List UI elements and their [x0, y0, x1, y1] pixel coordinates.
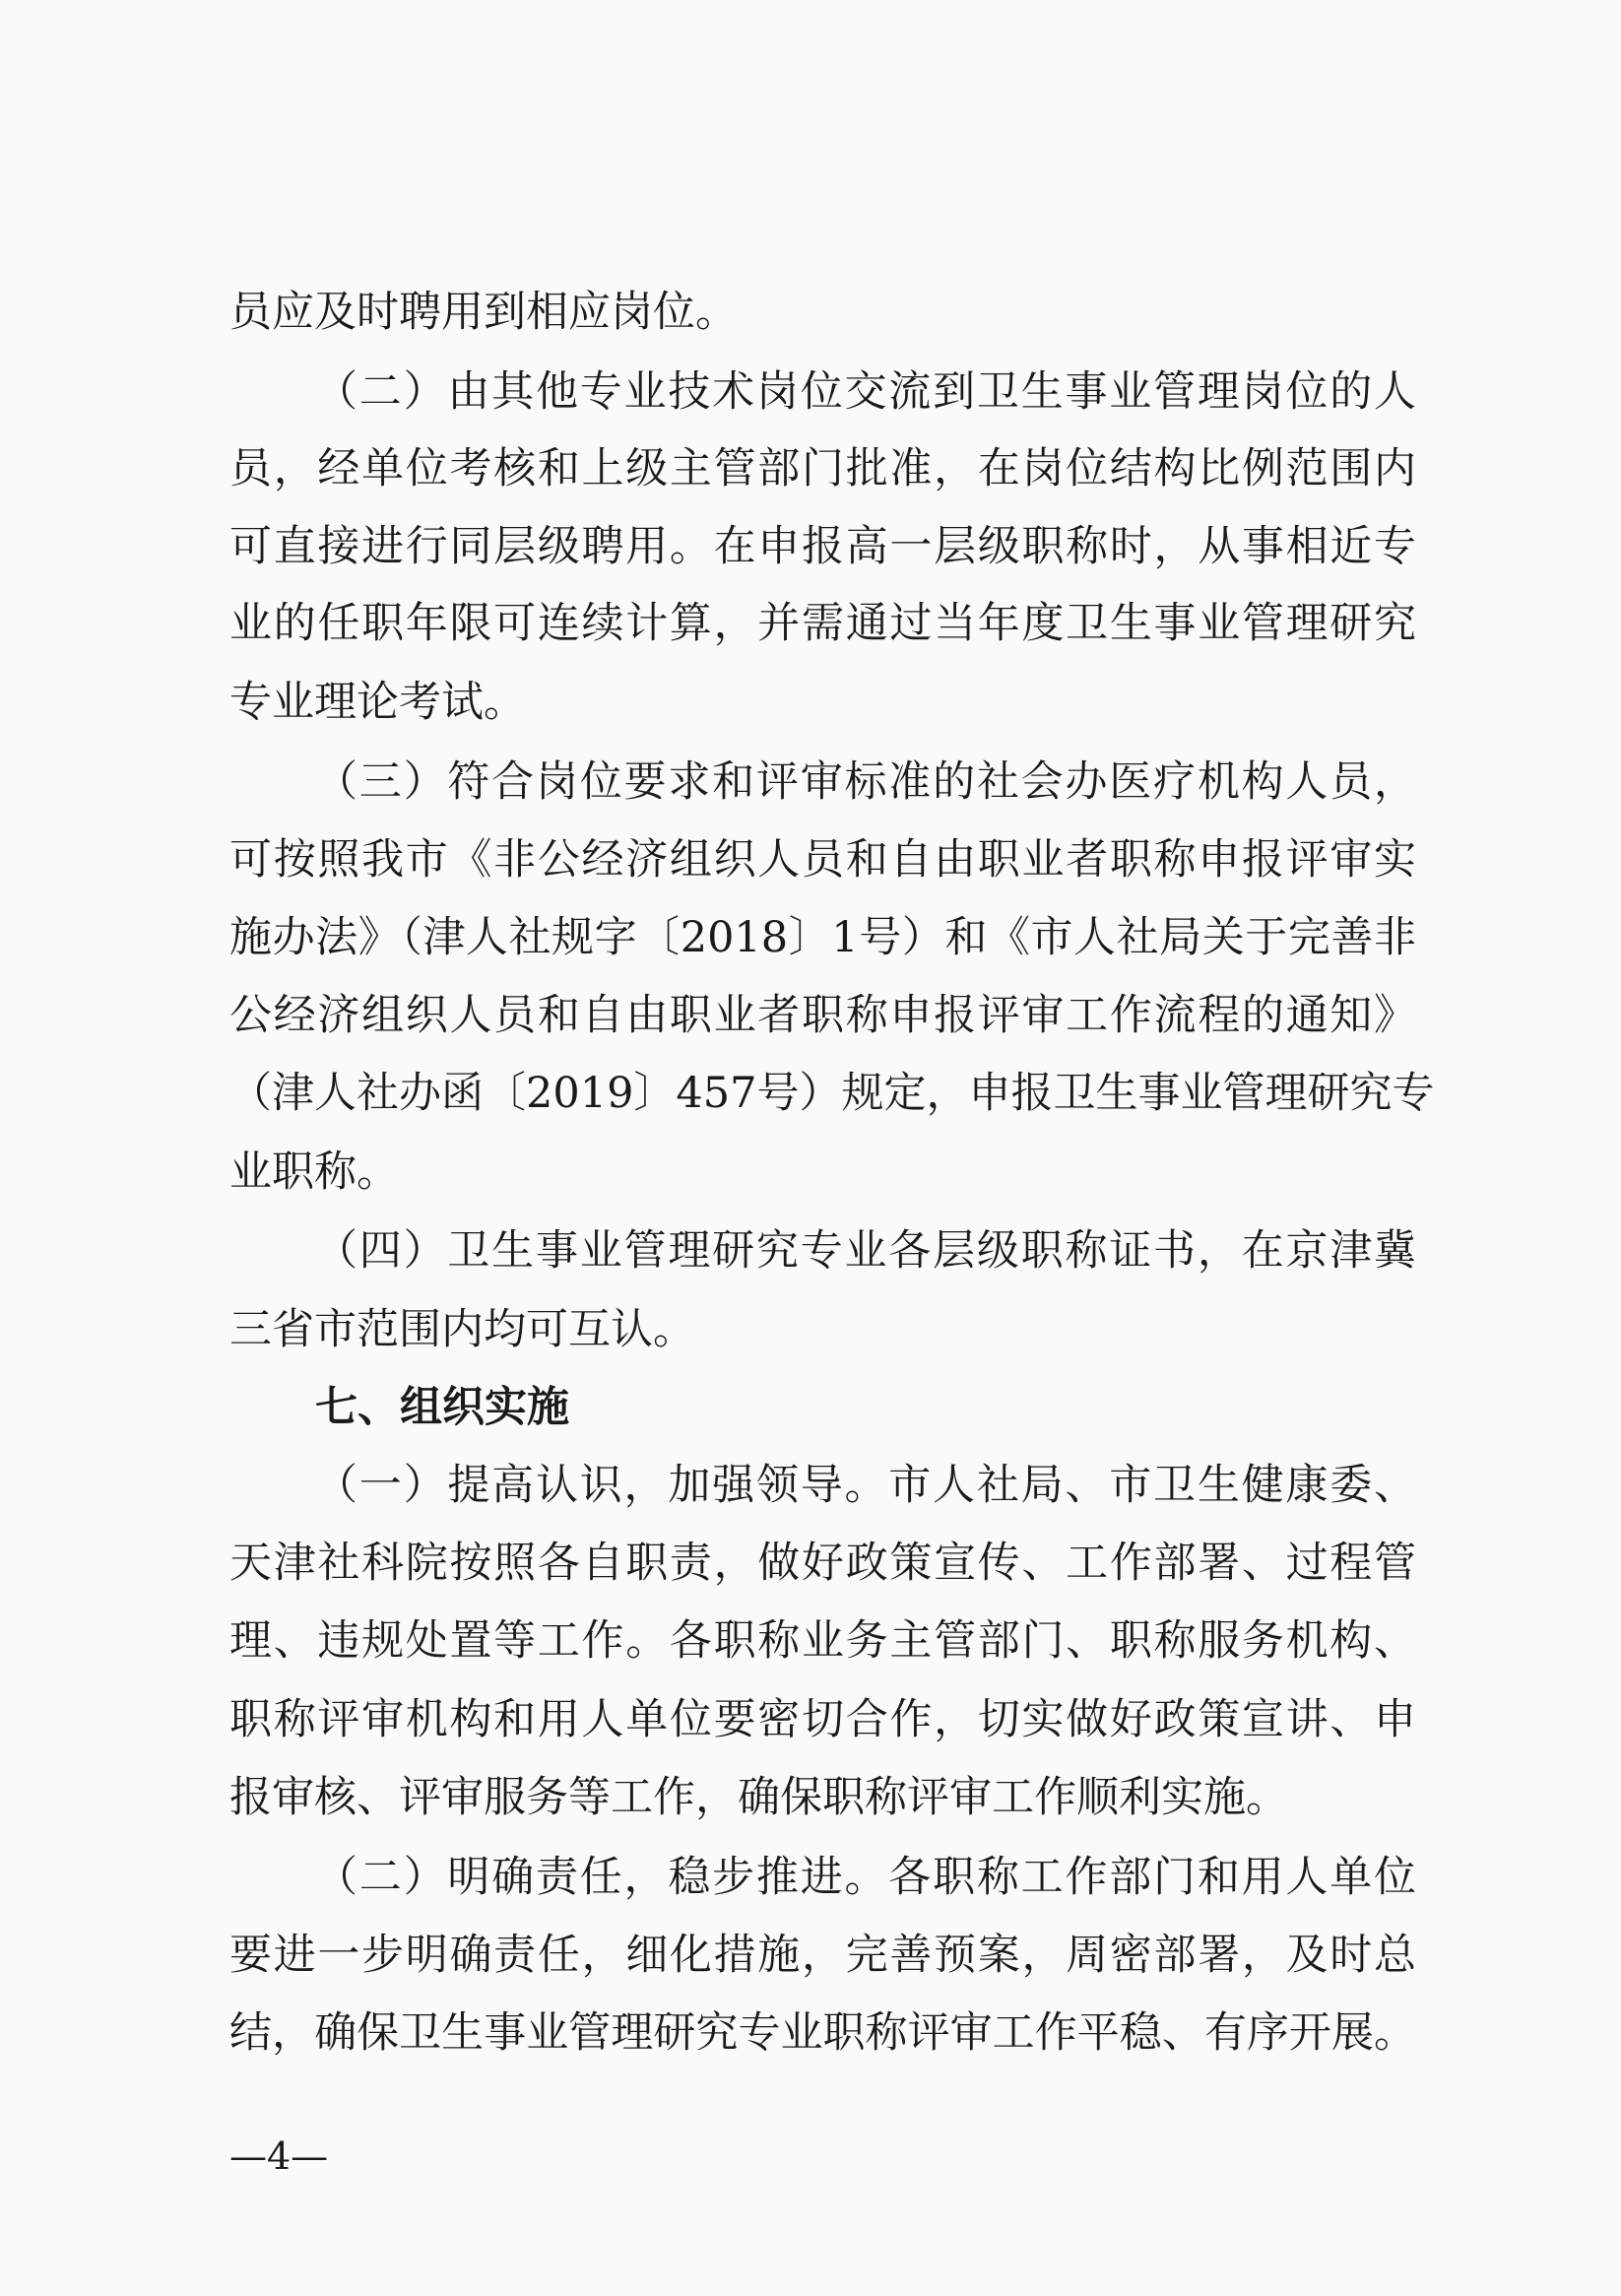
line-text: 施办法》（津人社规字〔2018〕1号）和《市人社局关于完善非 [229, 913, 1416, 962]
heading-text: 七、组织实施 [315, 1383, 569, 1432]
text-line [0, 517, 1621, 576]
text-line [0, 1143, 1621, 1202]
text-line [0, 283, 1621, 342]
text-line [0, 594, 1621, 653]
page-number: —4— [229, 2134, 329, 2178]
line-text: 三省市范围内均可互认。 [229, 1305, 695, 1354]
line-text: （四）卫生事业管理研究专业各层级职称证书，在京津冀 [315, 1226, 1416, 1276]
line-text: 业的任职年限可连续计算，并需通过当年度卫生事业管理研究 [229, 599, 1416, 648]
text-line [0, 439, 1621, 498]
line-text: 员，经单位考核和上级主管部门批准，在岗位结构比例范围内 [229, 444, 1416, 493]
text-line [0, 1926, 1621, 1985]
line-text: 理、违规处置等工作。各职称业务主管部门、职称服务机构、 [229, 1616, 1416, 1666]
text-line [0, 830, 1621, 889]
text-line [0, 1848, 1621, 1907]
line-text: 业职称。 [229, 1148, 399, 1197]
line-text: （三）符合岗位要求和评审标准的社会办医疗机构人员， [315, 757, 1416, 807]
line-text: 公经济组织人员和自由职业者职称申报评审工作流程的通知》 [229, 991, 1416, 1040]
line-text: 要进一步明确责任，细化措施，完善预案，周密部署，及时总 [229, 1931, 1416, 1980]
text-line [0, 1064, 1621, 1123]
line-text: 专业理论考试。 [229, 678, 526, 727]
text-line [0, 1768, 1621, 1827]
text-line [0, 753, 1621, 812]
line-text: 天津社科院按照各自职责，做好政策宣传、工作部署、过程管 [229, 1539, 1416, 1588]
text-line [0, 1611, 1621, 1671]
text-line [0, 362, 1621, 422]
line-text: （津人社办函〔2019〕457号）规定，申报卫生事业管理研究专 [229, 1069, 1435, 1118]
line-text: （二）明确责任，稳步推进。各职称工作部门和用人单位 [315, 1853, 1416, 1902]
text-line [0, 2003, 1621, 2063]
section-heading [0, 1378, 1621, 1437]
text-line [0, 1221, 1621, 1280]
line-text: 可按照我市《非公经济组织人员和自由职业者职称申报评审实 [229, 835, 1416, 885]
text-line [0, 1534, 1621, 1593]
line-text: 报审核、评审服务等工作，确保职称评审工作顺利实施。 [229, 1773, 1288, 1822]
text-line [0, 1456, 1621, 1515]
line-text: 员应及时聘用到相应岗位。 [229, 288, 738, 337]
text-line [0, 1690, 1621, 1749]
text-line [0, 673, 1621, 732]
line-text: 可直接进行同层级聘用。在申报高一层级职称时，从事相近专 [229, 522, 1416, 571]
line-text: 结，确保卫生事业管理研究专业职称评审工作平稳、有序开展。 [229, 2008, 1416, 2058]
text-line [0, 1300, 1621, 1359]
line-text: 职称评审机构和用人单位要密切合作，切实做好政策宣讲、申 [229, 1695, 1416, 1744]
text-line [0, 986, 1621, 1045]
line-text: （二）由其他专业技术岗位交流到卫生事业管理岗位的人 [315, 367, 1416, 417]
text-line [0, 908, 1621, 967]
line-text: （一）提高认识，加强领导。市人社局、市卫生健康委、 [315, 1461, 1416, 1510]
